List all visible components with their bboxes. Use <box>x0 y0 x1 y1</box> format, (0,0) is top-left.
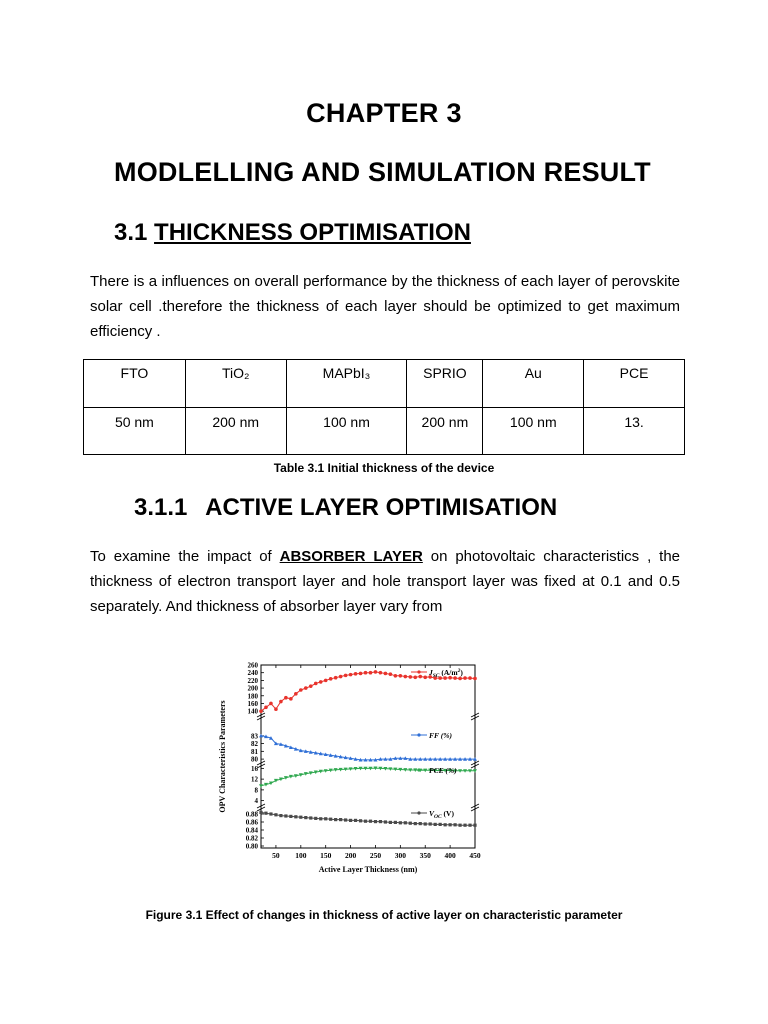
data-point-voc <box>364 820 367 823</box>
table-cell: 200 nm <box>185 408 286 455</box>
data-point-jsc <box>279 700 283 704</box>
table-cell: 13. <box>584 408 685 455</box>
absorber-paragraph <box>90 544 680 619</box>
y-tick-label: 180 <box>247 692 258 701</box>
table-cell: 200 nm <box>407 408 483 455</box>
data-point-voc <box>394 821 397 824</box>
data-point-jsc <box>309 684 313 688</box>
data-point-jsc <box>384 672 388 676</box>
data-point-jsc <box>399 674 403 678</box>
data-point-voc <box>473 824 476 827</box>
data-point-jsc <box>354 672 358 676</box>
chapter-subtitle: MODLELLING AND SIMULATION RESULT <box>114 157 651 187</box>
data-point-jsc <box>304 686 308 690</box>
y-tick-label: 81 <box>251 747 258 756</box>
y-tick-label: 200 <box>247 684 258 693</box>
opv-characteristics-chart <box>213 659 523 889</box>
intro-paragraph: There is a influences on overall performance by the thickness of each layer of perovskite solar cell .therefore the thickness of each layer should be optimized to get maximum efficiency . <box>90 273 680 340</box>
legend-label-ff: FF (%) <box>429 731 452 740</box>
data-point-jsc <box>463 676 467 680</box>
data-point-jsc <box>329 677 333 681</box>
table-cell: 100 nm <box>483 408 584 455</box>
data-point-jsc <box>259 709 263 713</box>
legend-label-voc: $V_{OC}$ (V) <box>429 809 454 820</box>
y-tick-label: 0.88 <box>245 810 258 819</box>
x-tick-label: 400 <box>444 851 456 860</box>
data-point-voc <box>334 818 337 821</box>
thickness-table <box>83 359 685 455</box>
y-tick-label: 83 <box>251 732 258 741</box>
subsection-heading <box>134 494 557 522</box>
y-tick-label: 160 <box>247 699 258 708</box>
data-point-voc <box>339 818 342 821</box>
y-tick-label: 16 <box>251 764 258 773</box>
x-tick-label: 50 <box>272 851 280 860</box>
data-point-jsc <box>264 706 268 710</box>
y-tick-label: 80 <box>251 755 258 764</box>
legend-marker-ff <box>417 733 420 736</box>
data-point-voc <box>384 820 387 823</box>
data-point-voc <box>419 822 422 825</box>
data-point-voc <box>409 822 412 825</box>
section-title: THICKNESS OPTIMISATION <box>154 219 471 246</box>
data-point-voc <box>349 819 352 822</box>
y-axis-label: OPV Characteristics Parameters <box>218 700 227 813</box>
table-header-cell: Au <box>483 360 584 408</box>
data-point-jsc <box>389 672 393 676</box>
y-tick-label: 0.86 <box>245 818 258 827</box>
data-point-jsc <box>344 674 348 678</box>
x-tick-label: 100 <box>295 851 307 860</box>
data-point-voc <box>429 822 432 825</box>
absorber-layer-emphasis: ABSORBER LAYER <box>279 548 423 565</box>
data-point-jsc <box>319 680 323 684</box>
data-point-voc <box>374 820 377 823</box>
data-point-voc <box>389 821 392 824</box>
subsection-number: 3.1.1 <box>134 494 188 521</box>
data-point-jsc <box>458 677 462 681</box>
data-point-voc <box>314 817 317 820</box>
figure-chart <box>213 659 523 889</box>
x-axis-label: Active Layer Thickness (nm) <box>318 865 418 874</box>
table-cell: 50 nm <box>84 408 186 455</box>
table-cell: 100 nm <box>286 408 407 455</box>
data-point-voc <box>264 812 267 815</box>
data-point-jsc <box>314 682 318 686</box>
data-point-voc <box>354 819 357 822</box>
data-point-jsc <box>418 675 422 679</box>
data-point-voc <box>468 824 471 827</box>
data-point-voc <box>299 816 302 819</box>
data-point-jsc <box>274 707 278 711</box>
legend-marker-jsc <box>417 670 420 673</box>
data-point-voc <box>284 814 287 817</box>
data-point-jsc <box>289 697 293 701</box>
y-tick-label: 240 <box>247 669 258 678</box>
data-point-voc <box>439 823 442 826</box>
x-tick-label: 200 <box>344 851 357 860</box>
section-number: 3.1 <box>114 219 148 246</box>
table-header-cell: PCE <box>584 360 685 408</box>
y-tick-label: 220 <box>247 676 258 685</box>
data-point-voc <box>289 815 292 818</box>
chapter-title: CHAPTER 3 <box>306 98 462 128</box>
data-point-voc <box>319 817 322 820</box>
y-tick-label: 12 <box>251 775 258 784</box>
data-point-voc <box>269 812 272 815</box>
data-point-jsc <box>364 671 368 675</box>
data-point-jsc <box>359 672 363 676</box>
data-point-voc <box>434 823 437 826</box>
paragraph-text: To examine the impact of <box>90 548 280 565</box>
data-point-jsc <box>369 671 373 675</box>
data-point-voc <box>309 816 312 819</box>
x-tick-label: 350 <box>419 851 431 860</box>
subsection-title: ACTIVE LAYER OPTIMISATION <box>205 494 558 521</box>
plot-frame <box>261 665 475 848</box>
data-point-voc <box>344 818 347 821</box>
legend-marker-pce <box>417 768 420 771</box>
y-tick-label: 140 <box>247 707 258 716</box>
data-point-jsc <box>413 676 417 680</box>
data-point-jsc <box>299 688 303 692</box>
data-point-jsc <box>379 671 383 675</box>
data-point-jsc <box>339 675 343 679</box>
paragraph-text: on photovoltaic characteristics , the thickness of electron transport layer and hole transport layer was fixed at 0.1 and 0.5 separately. And thickness of absorber layer vary from <box>90 548 680 615</box>
x-tick-label: 150 <box>320 851 332 860</box>
legend-label-jsc: $J_{SC}$ $(A/m^2)$ <box>429 668 463 679</box>
data-point-voc <box>259 811 262 814</box>
legend-marker-voc <box>417 811 420 814</box>
data-point-voc <box>274 813 277 816</box>
y-tick-label: 82 <box>251 740 258 749</box>
section-heading <box>114 219 471 247</box>
data-point-jsc <box>404 675 408 679</box>
data-point-voc <box>414 822 417 825</box>
data-point-voc <box>379 820 382 823</box>
data-point-jsc <box>269 702 273 706</box>
y-tick-label: 0.84 <box>245 826 258 835</box>
data-point-voc <box>399 821 402 824</box>
data-point-voc <box>449 823 452 826</box>
data-point-jsc <box>294 692 298 696</box>
table-header-cell: MAPbI₃ <box>286 360 407 408</box>
data-point-voc <box>359 819 362 822</box>
data-point-jsc <box>473 677 477 681</box>
table-header-cell: TiO₂ <box>185 360 286 408</box>
x-tick-label: 300 <box>394 851 406 860</box>
data-point-voc <box>304 816 307 819</box>
data-point-voc <box>329 818 332 821</box>
data-point-voc <box>404 821 407 824</box>
table-header-row <box>84 360 685 408</box>
table-caption: Table 3.1 Initial thickness of the device <box>273 461 495 475</box>
data-point-voc <box>458 824 461 827</box>
x-tick-label: 450 <box>469 851 481 860</box>
data-point-jsc <box>423 676 427 680</box>
data-point-voc <box>463 824 466 827</box>
data-point-voc <box>294 815 297 818</box>
table-row <box>84 408 685 455</box>
data-point-jsc <box>334 676 338 680</box>
x-tick-label: 250 <box>369 851 382 860</box>
y-tick-label: 260 <box>247 661 258 670</box>
y-tick-label: 0.82 <box>245 834 258 843</box>
data-point-voc <box>324 817 327 820</box>
data-point-jsc <box>394 674 398 678</box>
legend-label-pce: PCE (%) <box>429 766 457 775</box>
data-point-jsc <box>374 670 378 674</box>
data-point-voc <box>424 822 427 825</box>
data-point-jsc <box>324 679 328 683</box>
data-point-voc <box>444 823 447 826</box>
data-point-voc <box>453 823 456 826</box>
y-tick-label: 0.80 <box>245 842 258 851</box>
y-tick-label: 8 <box>254 786 258 795</box>
data-point-jsc <box>284 696 288 700</box>
table-header-cell: SPRIO <box>407 360 483 408</box>
data-point-jsc <box>349 673 353 677</box>
data-point-voc <box>369 820 372 823</box>
y-tick-label: 4 <box>254 797 258 806</box>
table-header-cell: FTO <box>84 360 186 408</box>
data-point-jsc <box>468 676 472 680</box>
data-point-voc <box>279 814 282 817</box>
figure-caption: Figure 3.1 Effect of changes in thickness of active layer on characteristic parameter <box>145 908 623 922</box>
data-point-jsc <box>409 675 413 679</box>
